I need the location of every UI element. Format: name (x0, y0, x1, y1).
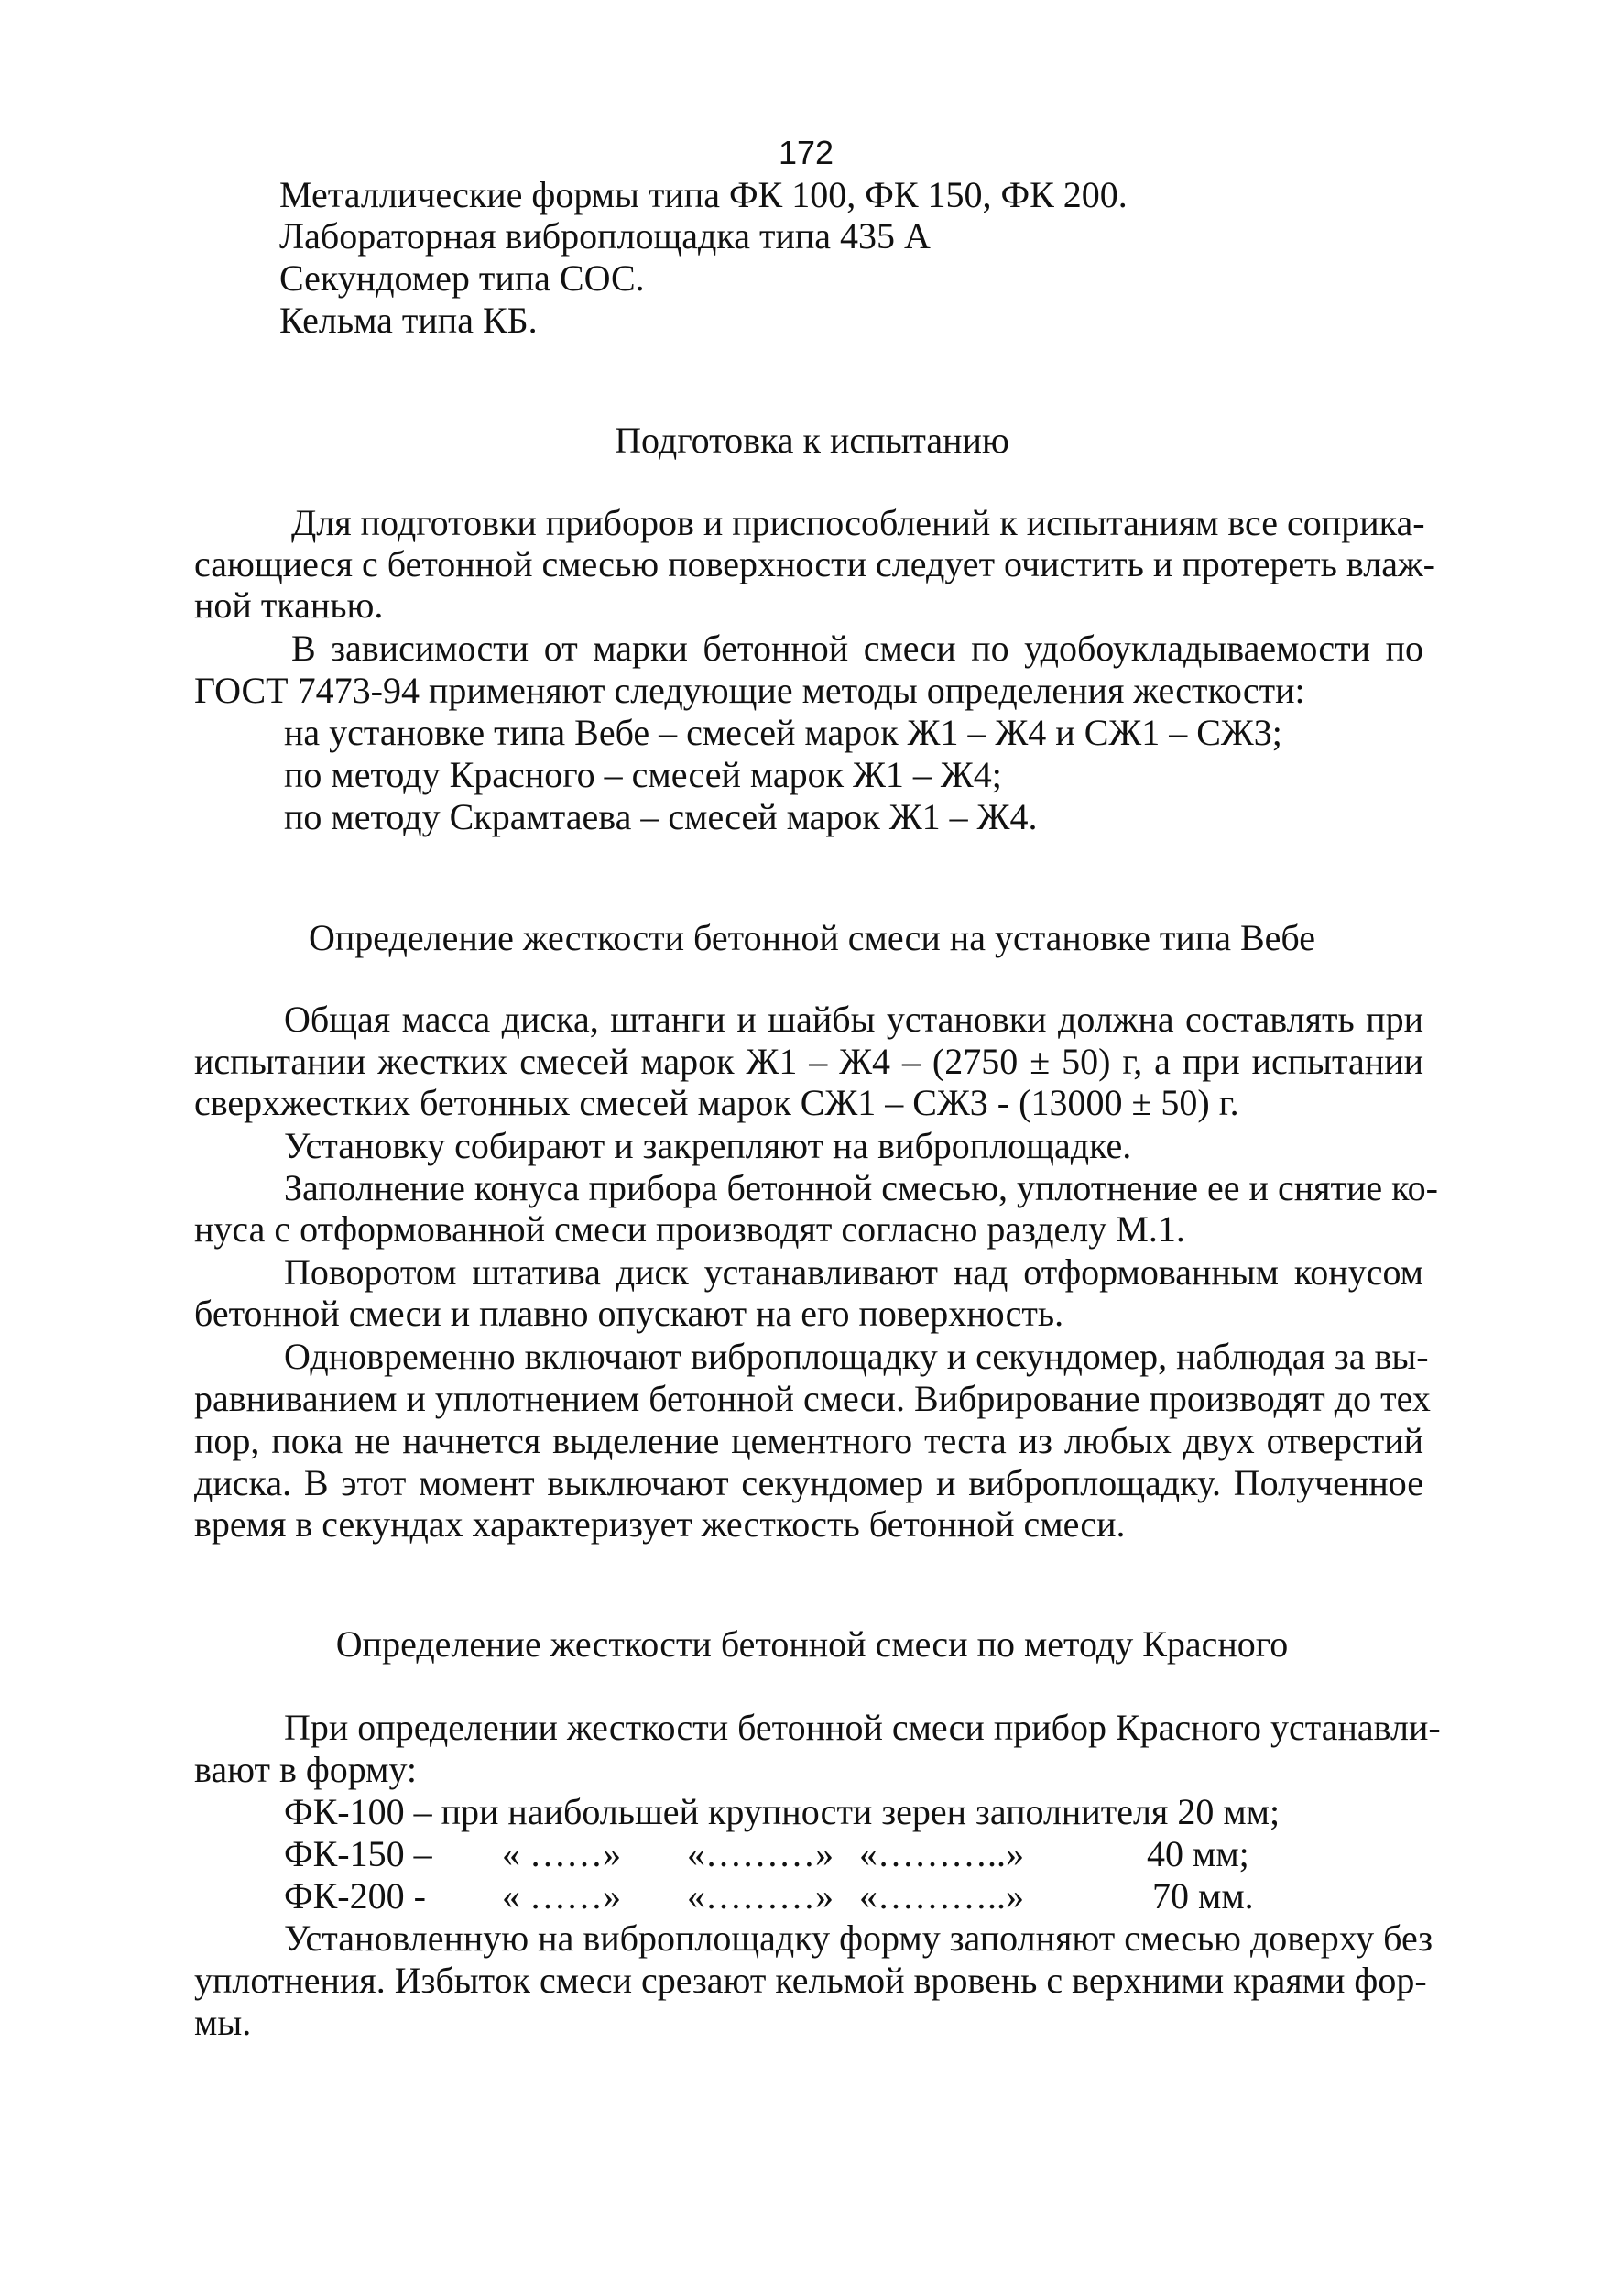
paragraph-line: время в секундах характеризует жесткость бетонной смеси. (194, 1503, 1126, 1545)
ditto-mark: « ……» (502, 1833, 621, 1874)
paragraph-line: При определении жесткости бетонной смеси прибор Красного устанавли- (284, 1707, 1441, 1748)
method-item: по методу Скрамтаева – смесей марок Ж1 – Ж4. (284, 796, 1038, 837)
paragraph-line: ГОСТ 7473-94 применяют следующие методы определения жесткости: (194, 670, 1305, 711)
paragraph-line: нуса с отформованной смеси производят согласно разделу М.1. (194, 1208, 1185, 1250)
paragraph-line: ной тканью. (194, 584, 384, 626)
section-heading: Подготовка к испытанию (615, 420, 1009, 461)
form-row-value: 40 мм; (1147, 1833, 1249, 1874)
paragraph-line: В зависимости от марки бетонной смеси по удобоукладываемости по (291, 628, 1423, 669)
form-row-label: ФК-150 – (284, 1833, 432, 1874)
section-heading: Определение жесткости бетонной смеси по методу Красного (335, 1623, 1289, 1665)
paragraph-line: Установку собирают и закрепляют на виброплощадке. (284, 1125, 1132, 1166)
paragraph-line: равниванием и уплотнением бетонной смеси. Вибрирование производят до тех (194, 1378, 1431, 1419)
form-row-value: 70 мм. (1152, 1875, 1254, 1917)
ditto-mark: «………..» (859, 1875, 1024, 1917)
ditto-mark: «………» (687, 1875, 834, 1917)
form-row-label: ФК-200 - (284, 1875, 426, 1917)
paragraph-line: вают в форму: (194, 1749, 418, 1790)
paragraph-line: испытании жестких смесей марок Ж1 – Ж4 – (2750 ± 50) г, а при испытании (194, 1041, 1423, 1082)
ditto-mark: «………» (687, 1833, 834, 1874)
page-number: 172 (779, 134, 834, 171)
equipment-item: Металлические формы типа ФК 100, ФК 150, ФК 200. (279, 174, 1128, 215)
equipment-item: Лабораторная виброплощадка типа 435 А (279, 215, 931, 257)
paragraph-line: сающиеся с бетонной смесью поверхности следует очистить и протереть влаж- (194, 543, 1435, 584)
method-item: на установке типа Вебе – смесей марок Ж1 – Ж4 и СЖ1 – СЖ3; (284, 712, 1282, 753)
section-heading: Определение жесткости бетонной смеси на установке типа Вебе (309, 917, 1315, 958)
paragraph-line: диска. В этот момент выключают секундомер и виброплощадку. Полученное (194, 1462, 1423, 1503)
paragraph-line: сверхжестких бетонных смесей марок СЖ1 – СЖ3 - (13000 ± 50) г. (194, 1082, 1239, 1123)
paragraph-line: пор, пока не начнется выделение цементного теста из любых двух отверстий (194, 1420, 1423, 1461)
paragraph-line: Поворотом штатива диск устанавливают над отформованным конусом (284, 1251, 1423, 1293)
paragraph-line: Общая масса диска, штанги и шайбы установки должна составлять при (284, 999, 1423, 1040)
paragraph-line: Одновременно включают виброплощадку и секундомер, наблюдая за вы- (284, 1336, 1429, 1377)
form-row: ФК-100 – при наибольшей крупности зерен заполнителя 20 мм; (284, 1791, 1281, 1832)
ditto-mark: «………..» (859, 1833, 1024, 1874)
paragraph-line: мы. (194, 2002, 252, 2043)
paragraph-line: бетонной смеси и плавно опускают на его поверхность. (194, 1293, 1064, 1334)
paragraph-line: уплотнения. Избыток смеси срезают кельмой вровень с верхними краями фор- (194, 1960, 1427, 2001)
paragraph-line: Для подготовки приборов и приспособлений к испытаниям все соприка- (291, 502, 1425, 543)
ditto-mark: « ……» (502, 1875, 621, 1917)
paragraph-line: Заполнение конуса прибора бетонной смесью, уплотнение ее и снятие ко- (284, 1167, 1438, 1208)
equipment-item: Секундомер типа СОС. (279, 257, 645, 299)
method-item: по методу Красного – смесей марок Ж1 – Ж4; (284, 754, 1002, 795)
equipment-item: Кельма типа КБ. (279, 300, 538, 341)
paragraph-line: Установленную на виброплощадку форму заполняют смесью доверху без (284, 1917, 1433, 1959)
